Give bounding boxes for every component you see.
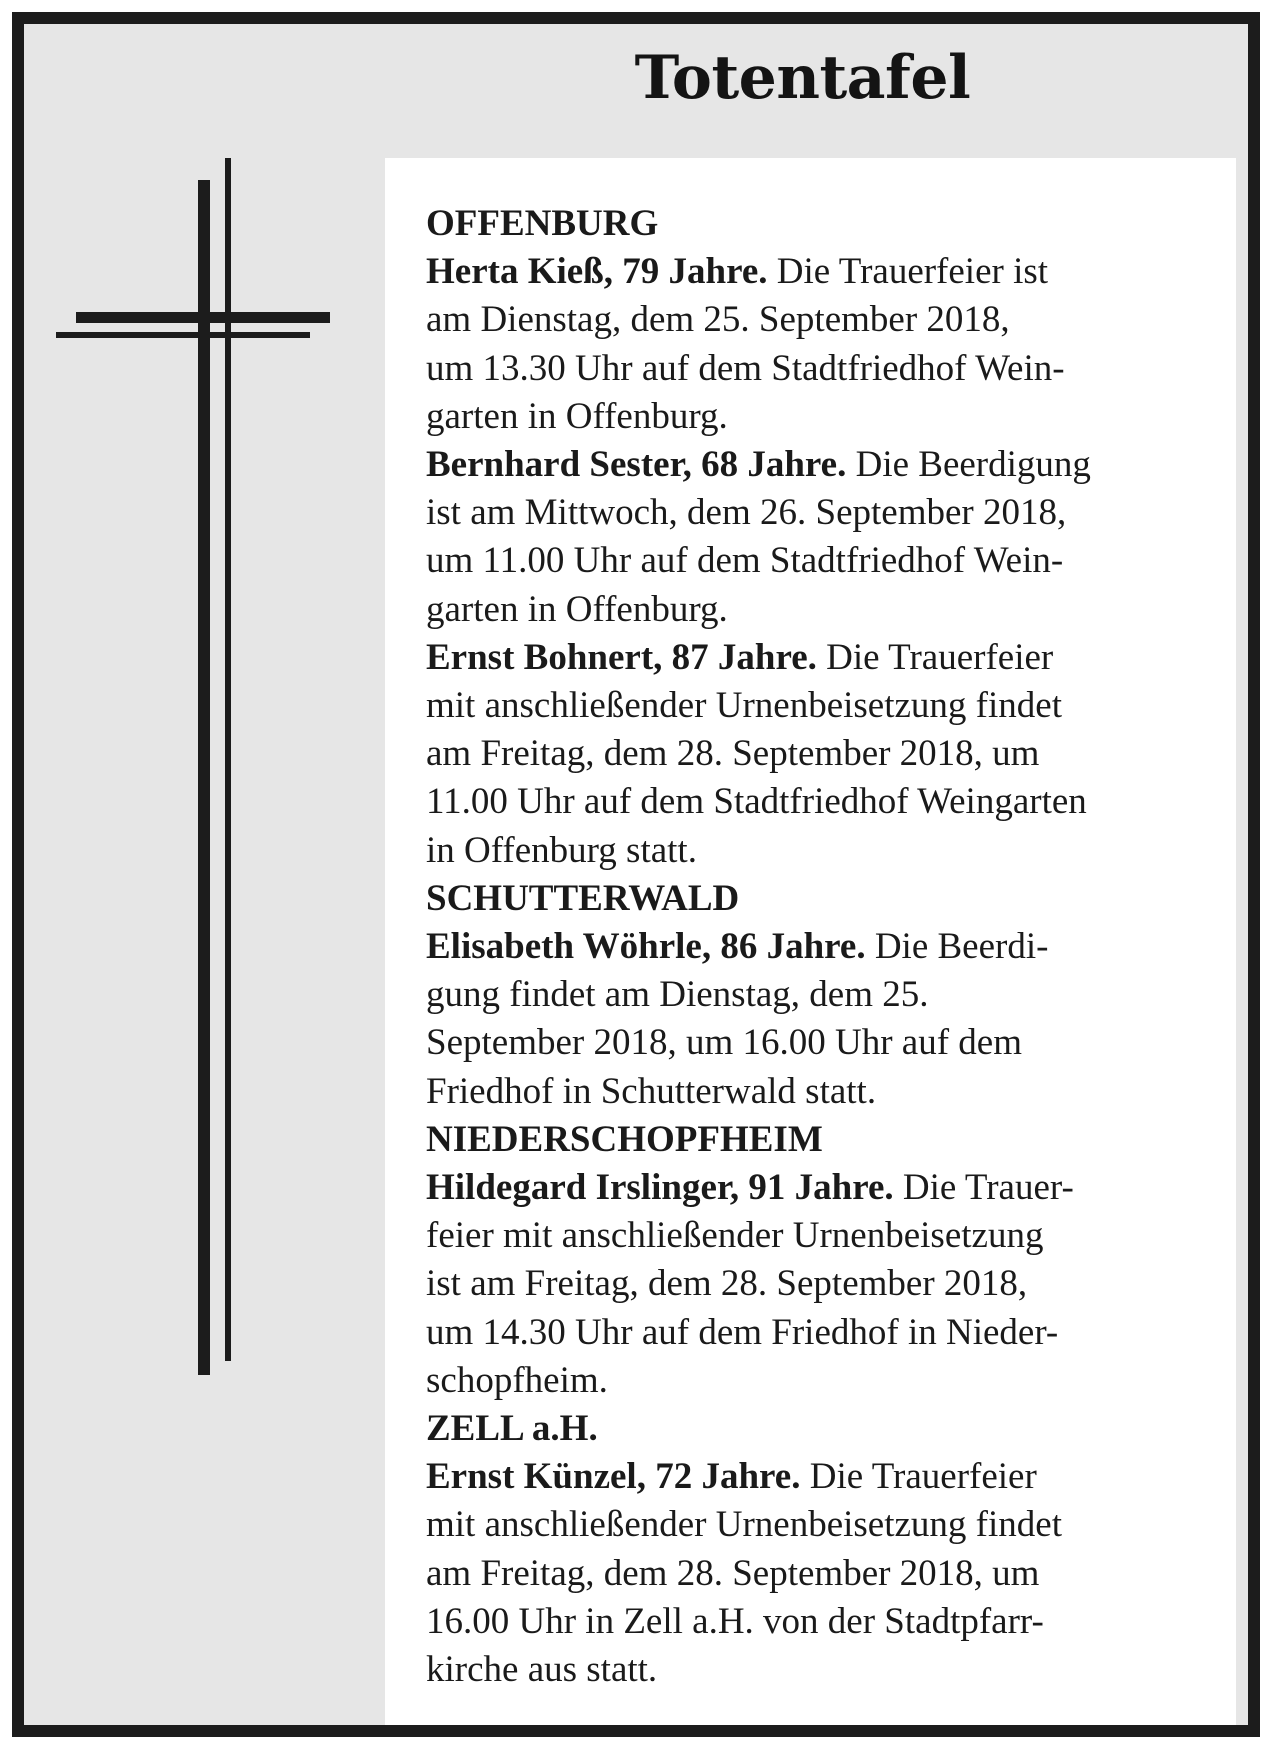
place-heading: OFFENBURG — [426, 203, 659, 244]
obituary-text: am Freitag, dem 28. September 2018, um — [426, 733, 1040, 775]
obituary-text: Die Beerdigung — [846, 444, 1091, 486]
place-heading: NIEDERSCHOPFHEIM — [426, 1118, 823, 1160]
obituary-line — [426, 345, 1226, 393]
cross-horizontal-bar-thick — [76, 312, 330, 323]
obituary-text: ist am Freitag, dem 28. September 2018, — [426, 1263, 1028, 1305]
place-heading: ZELL a.H. — [426, 1408, 598, 1450]
obituary-line — [426, 586, 1226, 634]
obituary-line — [426, 296, 1226, 344]
cross-vertical-bar-thin — [225, 158, 231, 1361]
obituary-line — [426, 1501, 1226, 1549]
obituary-line — [426, 1309, 1226, 1357]
obituary-line — [426, 1550, 1226, 1598]
cross-horizontal-bar-thin — [56, 332, 310, 338]
obituary-line — [426, 1212, 1226, 1260]
deceased-name: Ernst Bohnert, 87 Jahre. — [426, 636, 817, 678]
deceased-name: Hildegard Irslinger, 91 Jahre. — [426, 1167, 894, 1209]
deceased-name: Ernst Künzel, 72 Jahre. — [426, 1456, 801, 1498]
obituary-text: 16.00 Uhr in Zell a.H. von der Stadtpfarr- — [426, 1600, 1044, 1642]
obituary-line — [426, 682, 1226, 730]
obituary-line — [426, 489, 1226, 537]
obituary-line — [426, 634, 1226, 682]
deceased-name: Elisabeth Wöhrle, 86 Jahre. — [426, 926, 866, 968]
obituary-line — [426, 1453, 1226, 1501]
obituary-text: um 11.00 Uhr auf dem Stadtfriedhof Wein- — [426, 540, 1064, 582]
obituary-text: 11.00 Uhr auf dem Stadtfriedhof Weingarten — [426, 781, 1087, 823]
obituary-text: Die Trauerfeier — [816, 636, 1054, 678]
obituary-text: schopfheim. — [426, 1359, 608, 1401]
obituary-text: um 13.30 Uhr auf dem Stadtfriedhof Wein- — [426, 347, 1065, 389]
obituary-line — [426, 730, 1226, 778]
obituary-text: Die Beerdi- — [865, 926, 1049, 968]
obituary-line — [426, 1164, 1226, 1212]
obituary-text: in Offenburg statt. — [426, 829, 697, 871]
obituary-text: garten in Offenburg. — [426, 588, 728, 630]
obituary-line — [426, 1260, 1226, 1308]
place-heading: SCHUTTERWALD — [426, 877, 740, 919]
obituary-text: um 14.30 Uhr auf dem Friedhof in Nieder- — [426, 1311, 1059, 1353]
obituary-line — [426, 1357, 1226, 1405]
obituary-line — [426, 923, 1226, 971]
page-title: Totentafel — [634, 43, 971, 113]
obituary-line — [426, 1598, 1226, 1646]
obituary-text: feier mit anschließender Urnenbeisetzung — [426, 1215, 1044, 1257]
obituary-text: mit anschließender Urnenbeisetzung findet — [426, 685, 1062, 727]
obituary-line — [426, 1019, 1226, 1067]
obituary-text: am Dienstag, dem 25. September 2018, — [426, 299, 1010, 341]
deceased-name: Herta Kieß, 79 Jahre. — [426, 251, 768, 293]
obituary-text: September 2018, um 16.00 Uhr auf dem — [426, 1022, 1022, 1064]
obituary-text: garten in Offenburg. — [426, 395, 728, 437]
cross-vertical-bar-thick — [198, 180, 210, 1375]
obituary-line — [426, 393, 1226, 441]
deceased-name: Bernhard Sester, 68 Jahre. — [426, 444, 847, 486]
obituary-line — [426, 537, 1226, 585]
obituary-text: Friedhof in Schutterwald statt. — [426, 1070, 877, 1112]
obituary-text: Die Trauerfeier ist — [767, 251, 1049, 293]
obituary-text: mit anschließender Urnenbeisetzung findet — [426, 1504, 1062, 1546]
obituary-line — [426, 827, 1226, 875]
obituary-text: gung findet am Dienstag, dem 25. — [426, 974, 929, 1016]
obituary-line — [426, 778, 1226, 826]
obituary-line — [426, 441, 1226, 489]
obituary-line — [426, 971, 1226, 1019]
obituary-line — [426, 248, 1226, 296]
obituary-list — [426, 200, 1226, 1694]
obituary-text: ist am Mittwoch, dem 26. September 2018, — [426, 492, 1067, 534]
obituary-text: Die Trauerfeier — [800, 1456, 1037, 1498]
obituary-text: am Freitag, dem 28. September 2018, um — [426, 1552, 1040, 1594]
obituary-text: kirche aus statt. — [426, 1649, 658, 1691]
obituary-text: Die Trauer- — [893, 1167, 1074, 1209]
obituary-line — [426, 1068, 1226, 1116]
obituary-line — [426, 1646, 1226, 1694]
